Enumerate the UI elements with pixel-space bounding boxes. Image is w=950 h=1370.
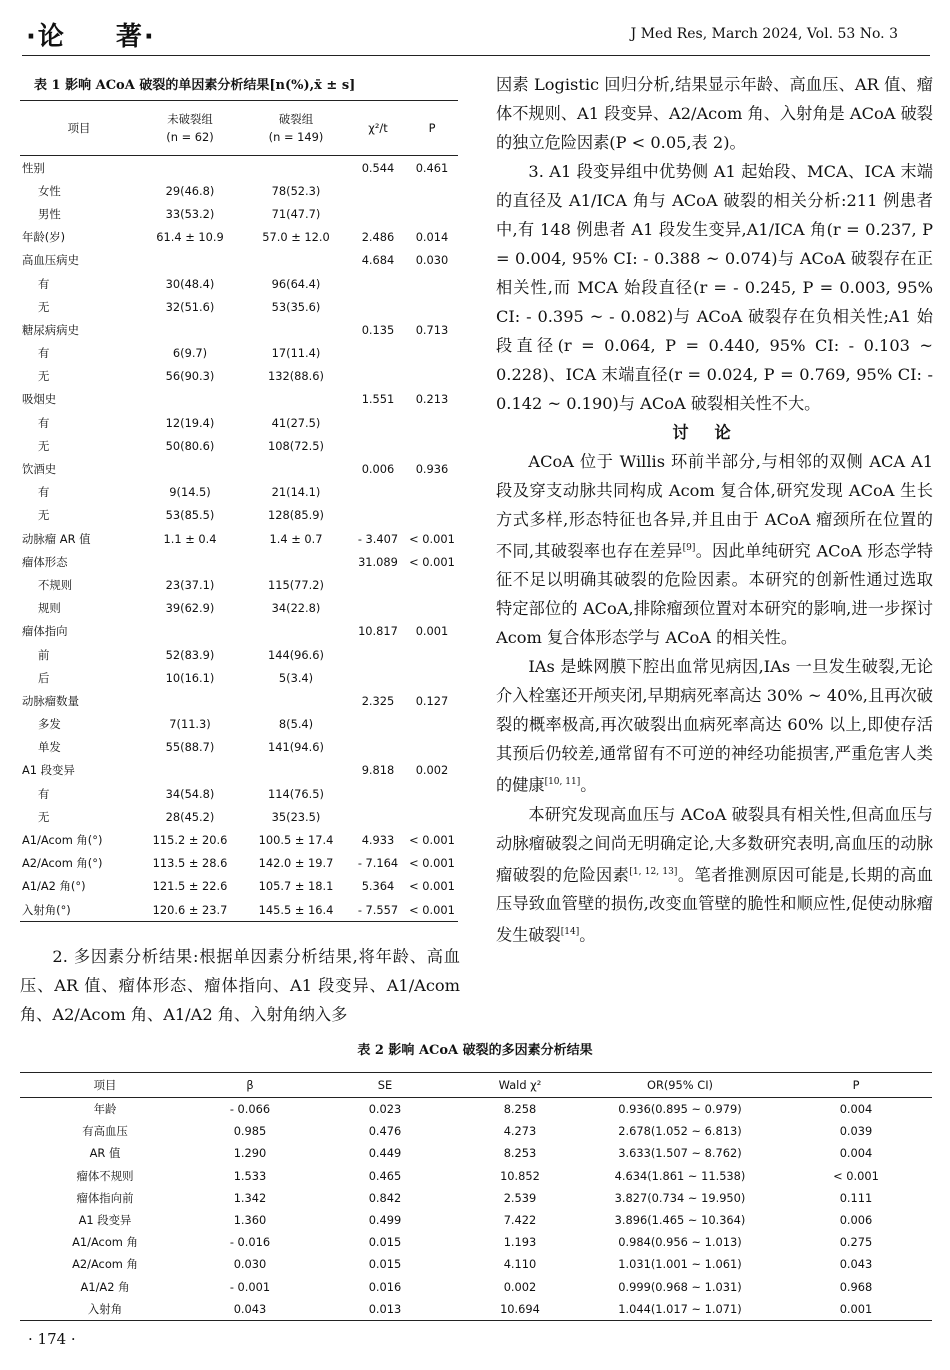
table1-cell: 0.135 — [361, 322, 395, 337]
table2-header: OR(95% CI) — [580, 1073, 780, 1098]
table2-header: 项目 — [20, 1073, 190, 1098]
table1-cell: 有 — [38, 415, 50, 430]
right-column-text — [496, 70, 933, 950]
table2-cell: < 0.001 — [833, 1168, 879, 1183]
table1-cell — [350, 573, 406, 596]
table1-cell: 0.001 — [415, 624, 449, 639]
table1-cell — [138, 156, 242, 180]
header-rule — [22, 55, 930, 56]
table1-cell — [242, 318, 350, 341]
table2-cell: 瘤体不规则 — [76, 1168, 134, 1183]
table1-cell — [350, 805, 406, 828]
table2-cell: 0.449 — [368, 1146, 402, 1161]
table1-row — [20, 342, 458, 365]
table1-cell: 7(11.3) — [169, 717, 211, 732]
table1-cell: 71(47.7) — [271, 206, 321, 221]
table2-row — [20, 1187, 932, 1209]
table1-cell: 9.818 — [361, 763, 395, 778]
table1-cell: 0.030 — [415, 253, 449, 268]
table1-cell — [350, 365, 406, 388]
table1-cell — [138, 759, 242, 782]
table1-cell — [242, 759, 350, 782]
table2-row — [20, 1231, 932, 1253]
table1-cell: 145.5 ± 16.4 — [258, 902, 334, 917]
paragraph: 本研究发现高血压与 ACoA 破裂具有相关性,但高血压与动脉瘤破裂之间尚无明确定论,大多数研究表明,高血压的动脉瘤破裂的危险因素[1, 12, 13]。笔者推测原因可能是,长期的高血压导致血管壁的损伤,改变血管壁的脆性和顺应性,促使动脉瘤发生破裂[14]。 — [496, 804, 933, 945]
table1-row — [20, 689, 458, 712]
table1-row — [20, 504, 458, 527]
table1-cell: 女性 — [38, 183, 61, 198]
table1-cell — [350, 434, 406, 457]
table1-cell: 动脉瘤 AR 值 — [22, 531, 91, 546]
paragraph: 2. 多因素分析结果:根据单因素分析结果,将年龄、高血压、AR 值、瘤体形态、瘤体指向、A1 段变异、A1/Acom 角、A2/Acom 角、A1/A2 角、入射角纳入多 — [20, 947, 460, 1024]
table1-cell: 33(53.2) — [165, 206, 215, 221]
table1-cell: 50(80.6) — [165, 438, 215, 453]
table2-cell: 0.968 — [839, 1279, 873, 1294]
table2-cell: A1/A2 角 — [80, 1279, 130, 1294]
table1-cell: 性别 — [22, 160, 45, 175]
table2-cell: 4.110 — [503, 1257, 537, 1272]
table1-cell: 29(46.8) — [165, 183, 215, 198]
table1-cell — [138, 457, 242, 480]
table2-cell: 瘤体指向前 — [76, 1190, 134, 1205]
table2-cell: 2.678(1.052 ~ 6.813) — [618, 1124, 742, 1139]
table1-cell: 无 — [38, 809, 50, 824]
table1-row — [20, 481, 458, 504]
table1-cell — [138, 550, 242, 573]
table1-cell: 132(88.6) — [268, 369, 324, 384]
table1-cell: 1.4 ± 0.7 — [269, 531, 323, 546]
table2-cell: 3.827(0.734 ~ 19.950) — [614, 1190, 746, 1205]
table2 — [20, 1072, 932, 1321]
table2-cell: 0.023 — [368, 1102, 402, 1117]
table2-cell: 0.039 — [839, 1124, 873, 1139]
page-number: · 174 · — [28, 1330, 76, 1348]
table1-cell — [350, 736, 406, 759]
table1-row — [20, 550, 458, 573]
table1-row — [20, 666, 458, 689]
table1-cell: 无 — [38, 438, 50, 453]
table1-caption: 表 1 影响 ACoA 破裂的单因素分析结果[n(%),x̄ ± s] — [34, 78, 356, 93]
table1-cell: A1/Acom 角(°) — [22, 833, 103, 848]
table2-cell: 8.258 — [503, 1102, 537, 1117]
table1-cell: 吸烟史 — [22, 392, 57, 407]
table2-cell: 0.030 — [233, 1257, 267, 1272]
table1-cell: - 7.164 — [357, 856, 399, 871]
table1-cell: 无 — [38, 369, 50, 384]
table1-cell — [406, 597, 458, 620]
table1-cell: 瘤体形态 — [22, 554, 68, 569]
table2-cell: - 0.016 — [229, 1235, 271, 1250]
table2-cell: 1.193 — [503, 1235, 537, 1250]
table2-row — [20, 1098, 932, 1121]
table1-row — [20, 295, 458, 318]
table2-cell: 0.985 — [233, 1124, 267, 1139]
table2-cell: 入射角 — [87, 1301, 123, 1316]
table1-cell: 21(14.1) — [271, 485, 321, 500]
table1-cell — [406, 643, 458, 666]
table1-cell: 0.006 — [361, 462, 395, 477]
table1-row — [20, 875, 458, 898]
table1-cell: 9(14.5) — [169, 485, 211, 500]
table1-cell: 57.0 ± 12.0 — [262, 230, 330, 245]
table1-cell — [138, 318, 242, 341]
table1-cell: < 0.001 — [409, 833, 455, 848]
table1-cell: 53(85.5) — [165, 508, 215, 523]
table1-cell — [406, 342, 458, 365]
section-heading: 讨论 — [672, 423, 757, 442]
table1-cell: 55(88.7) — [165, 740, 215, 755]
table2-header: SE — [310, 1073, 460, 1098]
table1-cell — [138, 620, 242, 643]
table1-cell: 5(3.4) — [278, 670, 314, 685]
table1-cell — [350, 342, 406, 365]
table1-row — [20, 388, 458, 411]
table1-cell: 34(54.8) — [165, 786, 215, 801]
table1-cell: 23(37.1) — [165, 577, 215, 592]
table1-cell: 142.0 ± 19.7 — [258, 856, 334, 871]
table2-cell: - 0.001 — [229, 1279, 271, 1294]
table1-header: 未破裂组 (n = 62) — [138, 101, 242, 156]
table1-cell: 32(51.6) — [165, 299, 215, 314]
table1-cell — [350, 782, 406, 805]
table1-cell: 规则 — [38, 601, 61, 616]
table2-cell: 年龄 — [93, 1102, 117, 1117]
table2-cell: 1.290 — [233, 1146, 267, 1161]
table1-cell: 1.1 ± 0.4 — [163, 531, 217, 546]
table2-cell: 2.539 — [503, 1190, 537, 1205]
table1-cell: 有 — [38, 485, 50, 500]
table2-cell: 0.001 — [839, 1301, 873, 1316]
table1-cell: 128(85.9) — [268, 508, 324, 523]
table1-header: 破裂组 (n = 149) — [242, 101, 350, 156]
table1-cell — [406, 411, 458, 434]
table1-row — [20, 597, 458, 620]
table1-row — [20, 318, 458, 341]
table1-cell — [138, 689, 242, 712]
table2-cell: 0.016 — [368, 1279, 402, 1294]
table2-cell: 1.360 — [233, 1213, 267, 1228]
table1-cell: A1/A2 角(°) — [22, 879, 86, 894]
table1-row — [20, 713, 458, 736]
table1-cell: 35(23.5) — [271, 809, 321, 824]
table1-row — [20, 736, 458, 759]
table2-cell: 8.253 — [503, 1146, 537, 1161]
table2-cell: 0.111 — [839, 1190, 873, 1205]
table1-cell: 男性 — [38, 206, 61, 221]
table1-row — [20, 759, 458, 782]
table1-row — [20, 249, 458, 272]
table1-cell — [242, 620, 350, 643]
table1-header: χ²/t — [350, 101, 406, 156]
table1-cell: < 0.001 — [409, 879, 455, 894]
table1-cell: 单发 — [38, 740, 61, 755]
table1-cell — [350, 179, 406, 202]
table1-row — [20, 805, 458, 828]
table1-cell: 105.7 ± 18.1 — [258, 879, 334, 894]
table1-row — [20, 828, 458, 851]
section-label: ·论 著· — [26, 22, 156, 52]
table1-row — [20, 226, 458, 249]
table1-cell: 141(94.6) — [268, 740, 324, 755]
table2-cell: 0.015 — [368, 1257, 402, 1272]
table1-cell: 0.544 — [361, 160, 395, 175]
table1-cell — [406, 736, 458, 759]
table1-cell: 年龄(岁) — [22, 230, 66, 245]
table2-cell: 0.004 — [839, 1102, 873, 1117]
table1-cell — [350, 713, 406, 736]
table1-row — [20, 852, 458, 875]
table1-cell — [406, 805, 458, 828]
table2-cell: 0.043 — [233, 1301, 267, 1316]
table1-cell — [138, 388, 242, 411]
table2-cell: 有高血压 — [82, 1124, 128, 1139]
table1-cell — [350, 597, 406, 620]
table2-header-row — [20, 1073, 932, 1098]
table1-cell: 78(52.3) — [271, 183, 321, 198]
table1-cell: < 0.001 — [409, 902, 455, 917]
table1-cell — [350, 666, 406, 689]
table2-cell: 0.465 — [368, 1168, 402, 1183]
table1-cell: 61.4 ± 10.9 — [156, 230, 224, 245]
table1-row — [20, 898, 458, 922]
table1-cell — [406, 713, 458, 736]
paragraph: 3. A1 段变异组中优势侧 A1 起始段、MCA、ICA 末端的直径及 A1/ICA 角与 ACoA 破裂的相关分析:211 例患者中,有 148 例患者 A1 段发生变异,A1/ICA 角(r = 0.237, P = 0.004, 95% CI: - 0.388 ~ 0.074)与 ACoA 破裂存在正相关性,而 MCA 始段直径(r = - 0.245, P = 0.003, 95% CI: - 0.395 ~ - 0.082)与 ACoA 破裂存在负相关性;A1 始段直径(r = 0.064, P = 0.440, 95% CI: - 0.103 ~ 0.228)、ICA 末端直径(r = 0.024, P = 0.769, 95% CI: - 0.142 ~ 0.190)与 ACoA 破裂相关性不大。 — [496, 162, 933, 413]
table1-header: 项目 — [20, 101, 138, 156]
table1-cell: 114(76.5) — [268, 786, 324, 801]
table2-cell: 1.031(1.001 ~ 1.061) — [618, 1257, 742, 1272]
table1-cell: 瘤体指向 — [22, 624, 68, 639]
table1-cell: 饮酒史 — [22, 462, 57, 477]
table2-row — [20, 1209, 932, 1231]
table1-row — [20, 365, 458, 388]
table2-row — [20, 1253, 932, 1275]
table1-cell: 56(90.3) — [165, 369, 215, 384]
table1-row — [20, 179, 458, 202]
table1-cell: 0.002 — [415, 763, 449, 778]
table1-cell — [350, 643, 406, 666]
table1-cell — [242, 249, 350, 272]
table1-cell: 10.817 — [358, 624, 398, 639]
table2-cell: 0.013 — [368, 1301, 402, 1316]
table2-cell: 4.273 — [503, 1124, 537, 1139]
table2-cell: 0.043 — [839, 1257, 873, 1272]
table1-cell: 有 — [38, 786, 50, 801]
table1-cell — [350, 202, 406, 225]
table2-cell: 10.694 — [500, 1301, 540, 1316]
table1-cell — [350, 411, 406, 434]
table2-cell: A1/Acom 角 — [72, 1235, 138, 1250]
table2-row — [20, 1165, 932, 1187]
table1-cell: - 3.407 — [357, 531, 399, 546]
table1-cell: 0.461 — [415, 160, 449, 175]
table1-cell: 不规则 — [38, 577, 73, 592]
table1-cell: - 7.557 — [357, 902, 399, 917]
table2-row — [20, 1142, 932, 1164]
table1-cell — [406, 666, 458, 689]
table1-cell — [242, 388, 350, 411]
table2-cell: A2/Acom 角 — [72, 1257, 138, 1272]
table1-row — [20, 434, 458, 457]
table2-cell: 3.633(1.507 ~ 8.762) — [618, 1146, 742, 1161]
table2-cell: 0.936(0.895 ~ 0.979) — [618, 1102, 742, 1117]
table1-row — [20, 573, 458, 596]
table1-cell: 0.014 — [415, 230, 449, 245]
table1-cell: 0.213 — [415, 392, 449, 407]
table1-cell: 多发 — [38, 717, 61, 732]
table1-cell: 0.127 — [415, 693, 449, 708]
table1-cell: < 0.001 — [409, 856, 455, 871]
table2-row — [20, 1276, 932, 1298]
table1-cell: 31.089 — [358, 554, 398, 569]
table1-cell: 12(19.4) — [165, 415, 215, 430]
table1-cell — [350, 504, 406, 527]
table1-cell — [242, 156, 350, 180]
table1-cell: 5.364 — [361, 879, 395, 894]
table1-cell: 17(11.4) — [271, 346, 321, 361]
table1-row — [20, 457, 458, 480]
table1-cell: 115(77.2) — [268, 577, 324, 592]
table1-cell: 34(22.8) — [271, 601, 321, 616]
table1-row — [20, 620, 458, 643]
table1-row — [20, 411, 458, 434]
table1-cell: 入射角(°) — [22, 902, 71, 917]
table1-cell — [242, 550, 350, 573]
table2-cell: - 0.066 — [229, 1102, 271, 1117]
table1-cell — [406, 295, 458, 318]
table1-cell: 6(9.7) — [172, 346, 208, 361]
table1-cell — [350, 272, 406, 295]
table1-cell — [242, 689, 350, 712]
table2-cell: 4.634(1.861 ~ 11.538) — [614, 1168, 746, 1183]
table2-cell: 3.896(1.465 ~ 10.364) — [614, 1213, 746, 1228]
table1-row — [20, 156, 458, 180]
table1-cell: A1 段变异 — [22, 763, 75, 778]
table1-cell: < 0.001 — [409, 554, 455, 569]
table1-cell: 2.325 — [361, 693, 395, 708]
table2-header: P — [780, 1073, 932, 1098]
left-column-text — [20, 942, 460, 1029]
table1-cell: 后 — [38, 670, 50, 685]
table1-cell: 113.5 ± 28.6 — [152, 856, 228, 871]
table1-row — [20, 202, 458, 225]
table2-cell: 0.476 — [368, 1124, 402, 1139]
table1-cell — [406, 481, 458, 504]
table2-cell: 0.275 — [839, 1235, 873, 1250]
table1-cell: 10(16.1) — [165, 670, 215, 685]
table1-cell: 动脉瘤数量 — [22, 693, 79, 708]
table1-cell: 115.2 ± 20.6 — [152, 833, 228, 848]
table1-cell: 糖尿病病史 — [22, 322, 79, 337]
table1-cell: 96(64.4) — [271, 276, 321, 291]
table2-cell: 0.499 — [368, 1213, 402, 1228]
table1-cell: 0.936 — [415, 462, 449, 477]
table1-cell: < 0.001 — [409, 531, 455, 546]
table1-cell: 108(72.5) — [268, 438, 324, 453]
table2-header: β — [190, 1073, 310, 1098]
table1-cell: 4.933 — [361, 833, 395, 848]
table1-cell: 1.551 — [361, 392, 395, 407]
table1-cell: 4.684 — [361, 253, 395, 268]
table1-header-row — [20, 101, 458, 156]
table2-cell: 0.984(0.956 ~ 1.013) — [618, 1235, 742, 1250]
table2-cell: 0.006 — [839, 1213, 873, 1228]
table1-cell: 52(83.9) — [165, 647, 215, 662]
table1-cell: 121.5 ± 22.6 — [152, 879, 228, 894]
table1-cell — [406, 272, 458, 295]
table2-caption: 表 2 影响 ACoA 破裂的多因素分析结果 — [357, 1043, 593, 1058]
paragraph: IAs 是蛛网膜下腔出血常见病因,IAs 一旦发生破裂,无论介入栓塞还开颅夹闭,早期病死率高达 30% ~ 40%,且再次破裂的概率极高,再次破裂出血病死率高达 60% 以上,即使存活其预后仍较差,通常留有不可逆的神经功能损害,严重危害人类的健康[10, 11]。 — [496, 657, 933, 795]
table1-cell: 53(35.6) — [271, 299, 321, 314]
table1-cell: 8(5.4) — [278, 717, 314, 732]
table1-cell: 2.486 — [361, 230, 395, 245]
table1-cell: 前 — [38, 647, 50, 662]
table2-cell: 0.002 — [503, 1279, 537, 1294]
table2-cell: 0.842 — [368, 1190, 402, 1205]
table1-cell: 0.713 — [415, 322, 449, 337]
table1-cell: 120.6 ± 23.7 — [152, 902, 228, 917]
table1-cell — [350, 295, 406, 318]
table1-cell: 41(27.5) — [271, 415, 321, 430]
table2-row — [20, 1298, 932, 1321]
table2-cell: A1 段变异 — [78, 1213, 132, 1228]
table2-header: Wald χ² — [460, 1073, 580, 1098]
table1-cell — [406, 202, 458, 225]
table2-cell: 1.044(1.017 ~ 1.071) — [618, 1301, 742, 1316]
table1-row — [20, 272, 458, 295]
table1-cell — [406, 504, 458, 527]
table1-cell: 28(45.2) — [165, 809, 215, 824]
table1-cell — [406, 179, 458, 202]
table1-row — [20, 643, 458, 666]
table1-cell — [406, 365, 458, 388]
table1-cell — [242, 457, 350, 480]
table1-row — [20, 527, 458, 550]
table2-cell: 0.004 — [839, 1146, 873, 1161]
paragraph: 因素 Logistic 回归分析,结果显示年龄、高血压、AR 值、瘤体不规则、A1 段变异、A2/Acom 角、入射角是 ACoA 破裂的独立危险因素(P < 0.05,表 2)。 — [496, 75, 933, 152]
table1-cell: A2/Acom 角(°) — [22, 856, 103, 871]
table2-cell: 10.852 — [500, 1168, 540, 1183]
table1-cell — [350, 481, 406, 504]
paragraph: ACoA 位于 Willis 环前半部分,与相邻的双侧 ACA A1 段及穿支动脉共同构成 Acom 复合体,研究发现 ACoA 生长方式多样,形态特征也各异,并且由于 ACoA 瘤颈所在位置的不同,其破裂率也存在差异[9]。因此单纯研究 ACoA 形态学特征不足以明确其破裂的危险因素。本研究的创新性通过选取特定部位的 ACoA,排除瘤颈位置对本研究的影响,进一步探讨 Acom 复合体形态学与 ACoA 的相关性。 — [496, 452, 933, 648]
table1-cell: 高血压病史 — [22, 253, 79, 268]
table1-cell: 有 — [38, 276, 50, 291]
table1-cell: 无 — [38, 508, 50, 523]
table1-cell: 39(62.9) — [165, 601, 215, 616]
table2-cell: 0.015 — [368, 1235, 402, 1250]
table1 — [20, 100, 458, 922]
table1-cell: 30(48.4) — [165, 276, 215, 291]
table1-cell — [406, 573, 458, 596]
table1-cell: 有 — [38, 346, 50, 361]
table2-cell: 1.533 — [233, 1168, 267, 1183]
table2-cell: 7.422 — [503, 1213, 537, 1228]
table2-row — [20, 1120, 932, 1142]
table1-cell — [138, 249, 242, 272]
table1-cell: 144(96.6) — [268, 647, 324, 662]
table1-header: P — [406, 101, 458, 156]
table1-cell: 无 — [38, 299, 50, 314]
table1-cell: 100.5 ± 17.4 — [258, 833, 334, 848]
journal-header: J Med Res, March 2024, Vol. 53 No. 3 — [630, 26, 898, 42]
table1-cell — [406, 782, 458, 805]
table2-cell: 0.999(0.968 ~ 1.031) — [618, 1279, 742, 1294]
table1-cell — [406, 434, 458, 457]
table2-cell: 1.342 — [233, 1190, 267, 1205]
table2-cell: AR 值 — [89, 1146, 121, 1161]
table1-row — [20, 782, 458, 805]
